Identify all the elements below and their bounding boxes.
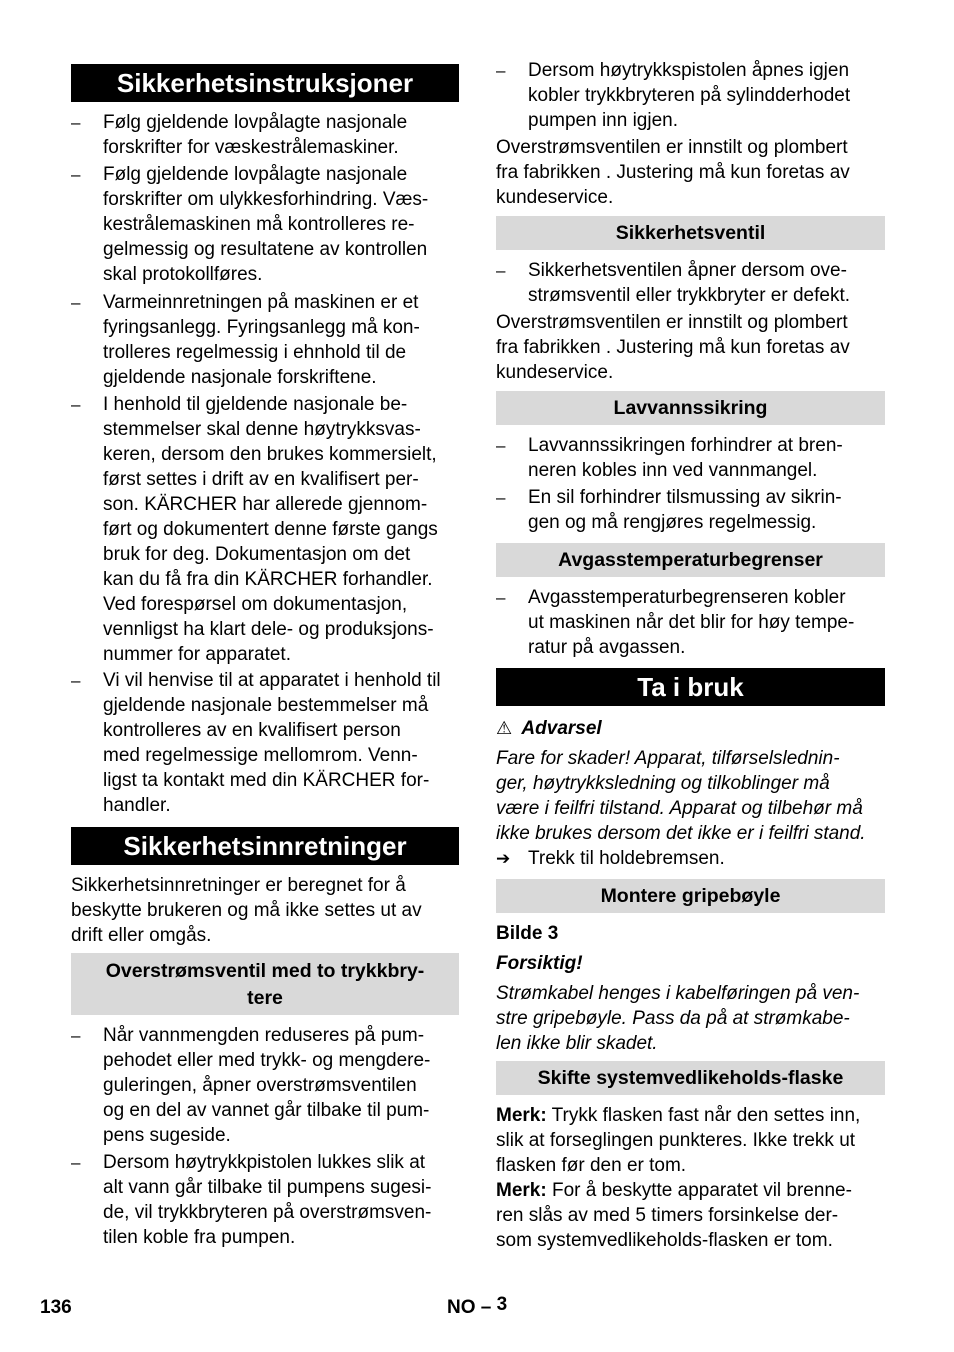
heading-safety-devices: Sikkerhetsinnretninger [71, 827, 459, 865]
list-item: – Følg gjeldende lovpålagte nasjonale forskrifter for væskestrålemaskiner. [71, 112, 408, 158]
warning-text: Fare for skader! Apparat, tilførselslednin- ger, høytrykksledning og tilkoblinger må være i feilfri tilstand. Apparat og tilbehør må ikke brukes dersom det ikke er i feilfri stand. [496, 748, 866, 844]
heading-low-water: Lavvannssikring [496, 391, 885, 425]
list-item: – En sil forhindrer tilsmussing av sikrin- gen og må rengjøres regelmessig. [496, 487, 842, 533]
list-item: – Når vannmengden reduseres på pum- pehodet eller med trykk- og mengdere- guleringen, åpner overstrømsventilen og en del av vannet går tilbake til pum- pens sugeside. [71, 1025, 431, 1146]
list-item: – Lavvannssikringen forhindrer at bren- neren kobles inn ved vannmangel. [496, 435, 843, 481]
list-item: – Dersom høytrykkpistolen lukkes slik at alt vann går tilbake til pumpens sugesi- de, vil trykkbryteren på overstrømsven- tilen koble fra pumpen. [71, 1152, 432, 1248]
caution-text: Strømkabel henges i kabelføringen på ven- stre gripebøyle. Pass da på at strømkabe- len ikke blir skadet. [496, 983, 860, 1054]
heading-start-up: Ta i bruk [496, 668, 885, 706]
note-label: Merk: [496, 1180, 547, 1201]
overflow-note: Overstrømsventilen er innstilt og plombert fra fabrikken . Justering må kun foretas av kundeservice. [496, 137, 850, 208]
list-item: – Varmeinnretningen på maskinen er et fyringsanlegg. Fyringsanlegg må kon- trolleres regelmessig i ehnhold til de gjeldende nasjonale forskriftene. [71, 292, 420, 388]
warning-label: Advarsel [521, 718, 602, 739]
dash-bullet: – [496, 436, 506, 455]
list-item: – Vi vil henvise til at apparatet i henhold til gjeldende nasjonale bestemmelser må kontrolleres av en kvalifisert person med regelmessige mellomrom. Venn- ligst ta kontakt med din KÄRCHER for- handler. [71, 670, 441, 816]
dash-bullet: – [496, 261, 506, 280]
list-item: – Følg gjeldende lovpålagte nasjonale forskrifter om ulykkesforhindring. Væs- kestrålemaskinen må kontrolleres re- gelmessig og resultatene av kontrollen skal protokollføres. [71, 164, 429, 285]
step-text: Trekk til holdebremsen. [528, 848, 725, 869]
dash-bullet: – [71, 293, 81, 312]
devices-intro: Sikkerhetsinnretninger er beregnet for å beskytte brukeren og må ikke settes ut av drift eller omgås. [71, 875, 422, 946]
heading-safety-instructions: Sikkerhetsinstruksjoner [71, 64, 459, 102]
dash-bullet: – [496, 488, 506, 507]
list-item: – Avgasstemperaturbegrenseren kobler ut maskinen når det blir for høy tempe- ratur på avgassen. [496, 587, 855, 658]
note-1: Merk: Trykk flasken fast når den settes inn, slik at forseglingen punkteres. Ikke trekk ut flasken før den er tom. [496, 1105, 861, 1176]
heading-replace-flask: Skifte systemvedlikeholds-flaske [496, 1061, 885, 1095]
list-item: – Dersom høytrykkspistolen åpnes igjen kobler trykkbryteren på sylindderhodet pumpen inn igjen. [496, 60, 851, 131]
footer-dash: – [480, 1297, 492, 1318]
sub-page-number: 3 [496, 1294, 508, 1315]
arrow-icon: ➔ [496, 849, 511, 868]
safety-valve-note: Overstrømsventilen er innstilt og plombert fra fabrikken . Justering må kun foretas av kundeservice. [496, 312, 850, 383]
language-code: NO [447, 1297, 476, 1318]
dash-bullet: – [71, 1153, 81, 1172]
warning-heading [496, 716, 885, 741]
list-item: – Sikkerhetsventilen åpner dersom ove- strømsventil eller trykkbryter er defekt. [496, 260, 851, 306]
heading-mount-handle: Montere gripebøyle [496, 879, 885, 913]
heading-exhaust-limiter: Avgasstemperaturbegrenser [496, 543, 885, 577]
dash-bullet: – [496, 61, 506, 80]
step-item [496, 846, 885, 871]
dash-bullet: – [71, 113, 81, 132]
list-item: – I henhold til gjeldende nasjonale be- stemmelser skal denne høytrykksvas- keren, dersom den brukes kommersielt, først settes i drift av en kvalifisert per- son. KÄRCHER har allerede gjennom- ført og dokumentert denne første gangs bruk for deg. Dokumentasjon om det kan du få fra din KÄRCHER forhandler. Ved forespørsel om dokumentasjon, vennligst ha klart dele- og produksjons- nummer for apparatet. [71, 394, 438, 665]
heading-safety-valve: Sikkerhetsventil [496, 216, 885, 250]
page-number: 136 [40, 1297, 72, 1318]
note-2: Merk: For å beskytte apparatet vil brenne- ren slås av med 5 timers forsinkelse der- som systemvedlikeholds-flasken er tom. [496, 1180, 852, 1251]
caution-label: Forsiktig! [496, 953, 583, 974]
figure-reference: Bilde 3 [496, 923, 559, 944]
dash-bullet: – [71, 165, 81, 184]
dash-bullet: – [496, 588, 506, 607]
dash-bullet: – [71, 671, 81, 690]
dash-bullet: – [71, 1026, 81, 1045]
footer-language [447, 1294, 508, 1319]
note-label: Merk: [496, 1105, 547, 1126]
warning-icon: ⚠ [496, 718, 513, 738]
dash-bullet: – [71, 395, 81, 414]
heading-overflow-valve: Overstrømsventil med to trykkbry- tere [71, 953, 459, 1015]
